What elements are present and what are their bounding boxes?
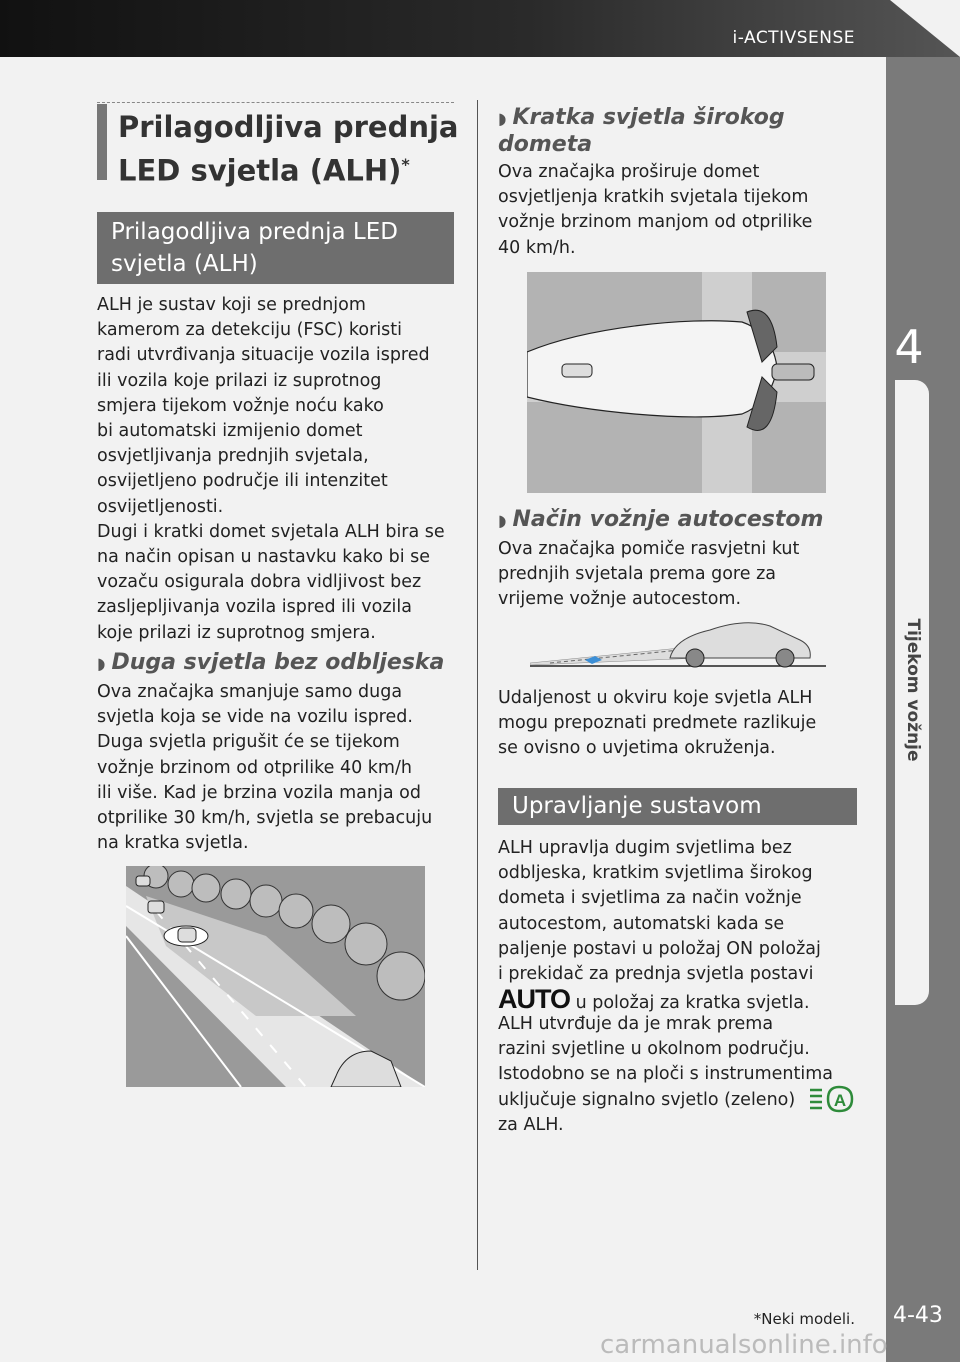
page-number: 4-43 <box>893 1303 943 1328</box>
chapter-title: Tijekom vožnje <box>903 618 923 762</box>
glare-free-illustration <box>126 866 425 1087</box>
watermark: carmanualsonline.info <box>600 1330 888 1360</box>
intro-paragraph: ALH je sustav koji se prednjom kamerom za detekciju (FSC) koristi radi utvrđivanja situacije vozila ispred ili vozila koje prilazi iz suprotnog smjera tijekom vožnje noću kako bi automatski izmijenio domet osvjetljivanja prednjih svjetala, osvijetljeno područje ili intenzitet osvijetljenosti. Dugi i kratki domet svjetala ALH bira se na način opisan u nastavku kako bi se vozaču osigurala dobra vidljivost bez zasljepljivanja vozila ispred ili vozila koje prilazi iz suprotnog smjera. <box>97 295 445 643</box>
highway-mode-paragraph: Ova značajka pomiče rasvjetni kut prednjih svjetala prema gore za vrijeme vožnje autocestom. <box>498 539 800 610</box>
chapter-number: 4 <box>894 320 924 374</box>
subheading-highway-mode-text: Način vožnje autocestom <box>512 507 824 532</box>
subheading-glare-free-text: Duga svjetla bez odbljeska <box>111 650 445 675</box>
column-divider <box>477 100 478 1270</box>
section-heading-alh-text: Prilagodljiva prednja LED svjetla (ALH) <box>111 219 398 277</box>
wide-beam-illustration <box>527 272 826 493</box>
footnote: *Neki modeli. <box>753 1310 855 1328</box>
title-line-1: Prilagodljiva prednja <box>118 110 459 144</box>
title-accent-bar <box>97 104 107 180</box>
subheading-glare-free <box>97 650 444 677</box>
triangle-marker-icon: ◗ <box>97 654 106 673</box>
glare-free-paragraph: Ova značajka smanjuje samo duga svjetla koja se vide na vozilu ispred. Duga svjetla prigušit će se tijekom vožnje brzinom od otprilike 40 km/h ili više. Kad je brzina vozila manja od otprilike 30 km/h, svjetla se prebacuju na kratka svjetla. <box>97 682 433 854</box>
highway-mode-illustration <box>530 618 826 680</box>
subheading-wide-beam-text: Kratka svjetla širokog dometa <box>498 105 785 157</box>
wide-beam-paragraph: Ova značajka proširuje domet osvjetljenja kratkih svjetala tijekom vožnje brzinom manjom od otprilike 40 km/h. <box>498 162 813 258</box>
subheading-wide-beam <box>498 105 785 158</box>
section-heading-alh <box>97 212 454 284</box>
section-label: i-ACTIVSENSE <box>732 28 855 48</box>
page-title <box>118 108 458 190</box>
auto-switch-icon: AUTO <box>498 984 571 1014</box>
subheading-highway-mode <box>498 507 823 534</box>
section-heading-control-text: Upravljanje sustavom <box>512 793 762 819</box>
triangle-marker-icon: ◗ <box>498 511 507 530</box>
header-corner <box>890 0 960 57</box>
indicator-letter: A <box>833 1091 847 1110</box>
section-heading-control <box>498 788 857 825</box>
title-line-2-text: LED svjetla (ALH) <box>118 153 402 188</box>
control-paragraph-4: za ALH. <box>498 1115 564 1135</box>
alh-indicator-icon <box>808 1085 854 1113</box>
title-asterisk: * <box>401 155 410 174</box>
control-auto-text: u položaj za kratka svjetla. <box>570 993 810 1013</box>
control-paragraph-3: ALH utvrđuje da je mrak prema razini svjetline u okolnom području. Istodobno se na ploči s instrumentima uključuje signalno svjetlo (zeleno) <box>498 1014 833 1110</box>
triangle-marker-icon: ◗ <box>498 109 507 128</box>
control-paragraph-1: ALH upravlja dugim svjetlima bez odbljeska, kratkim svjetlima širokog dometa i svjetlima za način vožnje autocestom, automatski kada se paljenje postavi u položaj ON položaj i prekidač za prednja svjetla postavi <box>498 838 821 985</box>
title-line-2 <box>118 146 458 190</box>
detection-note: Udaljenost u okviru koje svjetla ALH mogu prepoznati predmete razlikuje se ovisno o uvjetima okruženja. <box>498 688 817 759</box>
